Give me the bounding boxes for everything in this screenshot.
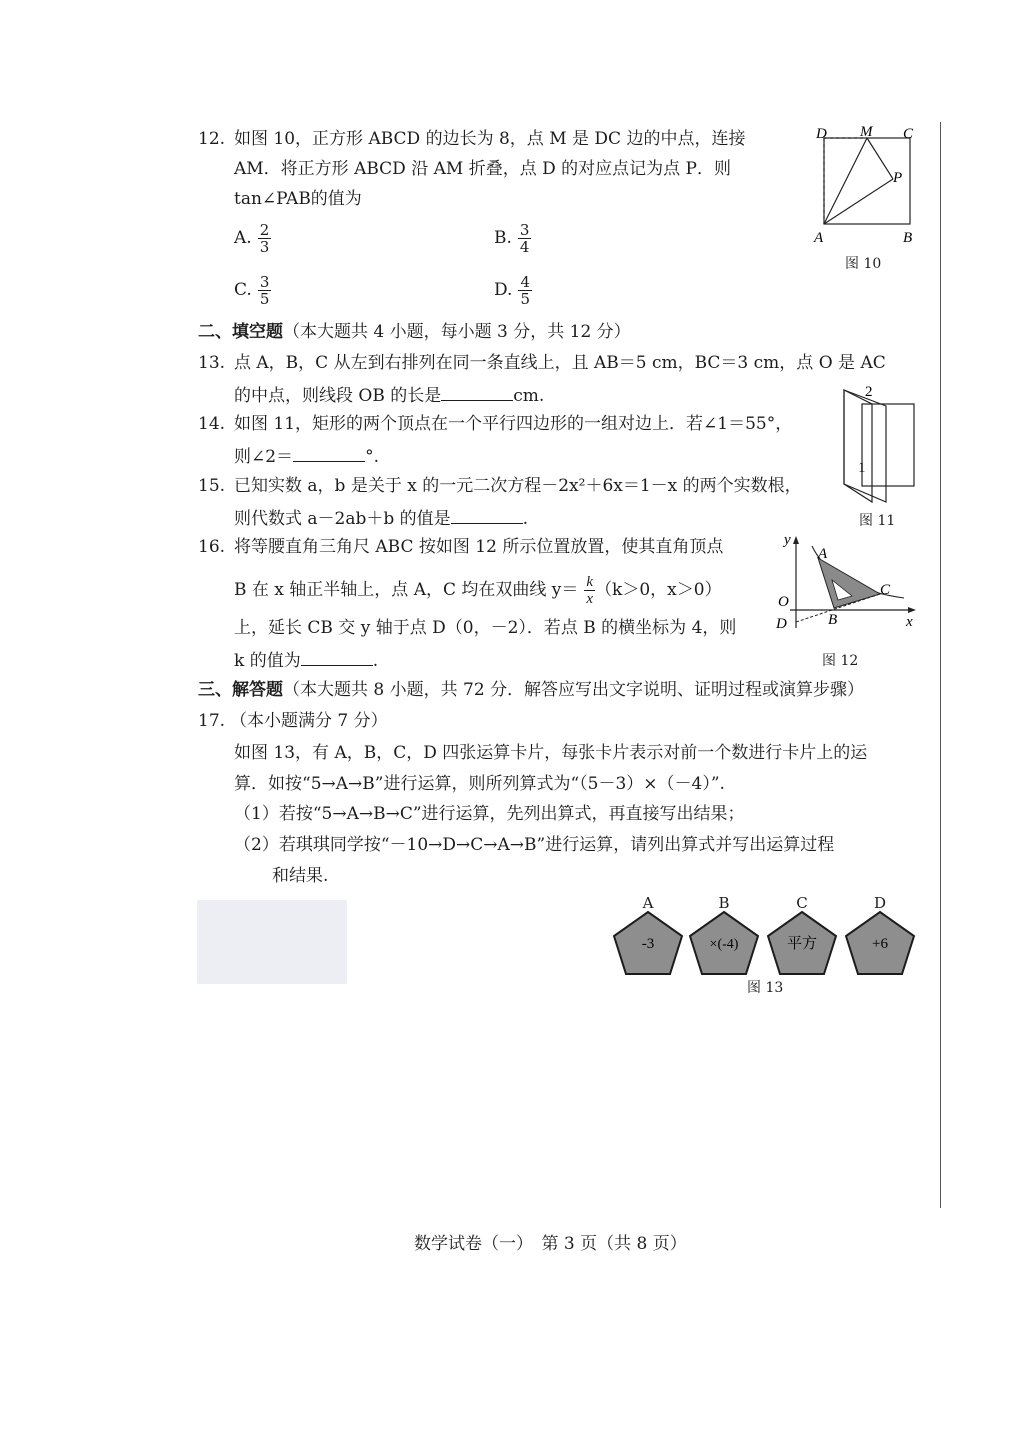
page-footer: 数学试卷（一） 第 3 页（共 8 页） <box>414 1234 687 1254</box>
q12-option-b: B. $\frac{3}{4}$ <box>494 221 530 256</box>
q14-number: 14. <box>198 414 226 434</box>
fig11-label-1: 1 <box>858 460 866 476</box>
margin-rule <box>940 122 941 1208</box>
q16-answer-blank[interactable] <box>301 647 373 666</box>
card-a <box>614 912 682 974</box>
q17-line1: 如图 13，有 A，B，C，D 四张运算卡片，每张卡片表示对前一个数进行卡片上的运 <box>234 743 868 763</box>
figure-13-caption: 图 13 <box>747 980 784 996</box>
q16-line2: B 在 x 轴正半轴上，点 A，C 均在双曲线 y＝ $\frac{k}{x}$ （k＞0，x＞0） <box>234 574 722 607</box>
q13-line2: 的中点，则线段 OB 的长是 cm. <box>234 382 544 408</box>
fig10-label-a: A <box>814 230 824 246</box>
section2-header: 二、填空题（本大题共 4 小题，每小题 3 分，共 12 分） <box>198 322 631 342</box>
fig12-label-c: C <box>880 582 891 598</box>
fig12-label-d: D <box>776 616 787 632</box>
card-a-letter: A <box>642 894 654 912</box>
q16-line3: 上，延长 CB 交 y 轴于点 D（0，－2）．若点 B 的横坐标为 4，则 <box>234 618 737 638</box>
q12-number: 12. <box>198 129 226 149</box>
card-d <box>846 912 914 974</box>
fig10-label-m: M <box>860 124 873 140</box>
fig10-label-d: D <box>816 126 827 142</box>
q12-option-a: A. $\frac{2}{3}$ <box>234 221 270 256</box>
card-d-text: +6 <box>872 936 888 952</box>
fig10-label-c: C <box>903 126 914 142</box>
figure-10-square-fold <box>808 124 920 250</box>
card-b <box>690 912 758 974</box>
q17-score: （本小题满分 7 分） <box>230 711 388 731</box>
figure-13-cards <box>610 910 920 978</box>
q14-answer-blank[interactable] <box>293 443 365 462</box>
q12-line1: 如图 10，正方形 ABCD 的边长为 8，点 M 是 DC 边的中点，连接 <box>234 129 746 149</box>
figure-11-caption: 图 11 <box>859 513 896 529</box>
section3-header: 三、解答题（本大题共 8 小题，共 72 分．解答应写出文字说明、证明过程或演算步骤） <box>198 680 865 700</box>
card-b-letter: B <box>718 894 730 912</box>
card-c <box>768 912 836 974</box>
fig12-label-x: x <box>906 614 913 630</box>
q12-option-d: D. $\frac{4}{5}$ <box>494 273 530 308</box>
q12-option-c: C. $\frac{3}{5}$ <box>234 273 270 308</box>
fig10-label-b: B <box>903 230 913 246</box>
q17-part1: （1）若按“5→A→B→C”进行运算，先列出算式，再直接写出结果； <box>234 804 745 824</box>
q15-number: 15. <box>198 476 226 496</box>
q17-number: 17. <box>198 711 226 731</box>
fig11-label-2: 2 <box>865 384 873 400</box>
figure-12-hyperbola-triangle <box>772 532 918 640</box>
figure-11-rect-parallelogram <box>838 380 920 506</box>
image-placeholder <box>197 900 347 984</box>
q17-part2: （2）若琪琪同学按“－10→D→C→A→B”进行运算，请列出算式并写出运算过程 <box>234 835 835 855</box>
fig12-label-o: O <box>778 594 789 610</box>
card-b-text: ×(-4) <box>709 937 739 952</box>
q16-number: 16. <box>198 537 226 557</box>
q17-line2: 算．如按“5→A→B”进行运算，则所列算式为“（5－3）×（－4）”. <box>234 774 725 794</box>
card-c-text: 平方 <box>786 936 818 952</box>
fig12-label-a: A <box>818 546 828 562</box>
fig12-label-b: B <box>828 612 838 628</box>
q14-line2: 则∠2＝ °. <box>234 443 379 469</box>
q15-line2: 则代数式 a－2ab＋b 的值是 . <box>234 505 528 531</box>
figure-12-caption: 图 12 <box>822 653 859 669</box>
card-a-text: -3 <box>641 936 655 952</box>
fig12-label-y: y <box>784 532 791 548</box>
card-c-letter: C <box>796 894 808 912</box>
card-d-letter: D <box>873 894 887 912</box>
q12-line2: AM．将正方形 ABCD 沿 AM 折叠，点 D 的对应点记为点 P．则 <box>234 159 731 179</box>
q17-part2-cont: 和结果. <box>272 866 329 886</box>
q16-line4: k 的值为 . <box>234 647 378 673</box>
q16-line1: 将等腰直角三角尺 ABC 按如图 12 所示位置放置，使其直角顶点 <box>234 537 724 557</box>
q13-answer-blank[interactable] <box>441 382 513 401</box>
q13-line1: 点 A，B，C 从左到右排列在同一条直线上，且 AB＝5 cm，BC＝3 cm，点 O 是 AC <box>234 353 886 373</box>
q13-number: 13. <box>198 353 226 373</box>
fig10-label-p: P <box>893 170 903 186</box>
q12-line3: tan∠PAB的值为 <box>234 189 362 209</box>
q15-answer-blank[interactable] <box>451 505 523 524</box>
q15-line1: 已知实数 a，b 是关于 x 的一元二次方程－2x²＋6x＝1－x 的两个实数根， <box>234 476 802 496</box>
figure-10-caption: 图 10 <box>845 256 882 272</box>
q14-line1: 如图 11，矩形的两个顶点在一个平行四边形的一组对边上．若∠1＝55°， <box>234 414 793 434</box>
